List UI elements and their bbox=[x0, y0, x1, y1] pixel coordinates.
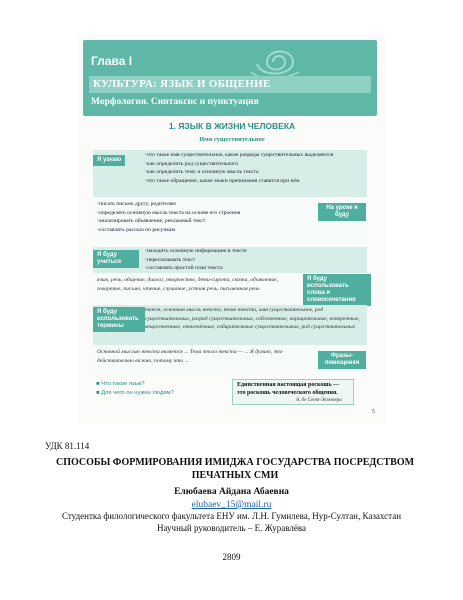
chapter-banner bbox=[83, 40, 377, 116]
supervisor-line: Научный руководитель – Е. Журавлёва bbox=[157, 522, 306, 533]
article-title: СПОСОБЫ ФОРМИРОВАНИЯ ИМИДЖА ГОСУДАРСТВА ПОСРЕДСТВОМ ПЕЧАТНЫХ СМИ bbox=[55, 457, 415, 481]
phrases-tag: Фразы-помощники bbox=[318, 351, 366, 369]
words-tag: Я буду использовать слова и словосочетания bbox=[303, 274, 371, 306]
chapter-label: Глава I bbox=[91, 54, 133, 68]
section-title: 1. ЯЗЫК В ЖИЗНИ ЧЕЛОВЕКА bbox=[168, 121, 296, 131]
quote-author: А. де Сент-Экзюпери bbox=[296, 398, 342, 403]
page-number: 2809 bbox=[222, 552, 241, 562]
list-item: • определять основную мысль текста на основе его строения bbox=[97, 209, 302, 218]
affiliation-line: Студентка филологического факультета ЕНУ им. Л.Н. Гумилева, Нур-Султан, Казахстан bbox=[61, 511, 402, 521]
author-name: Елюбаева Айдана Абаевна bbox=[174, 487, 289, 497]
learn-list bbox=[145, 151, 360, 185]
author-email-link[interactable]: elubaev_15@mail.ru bbox=[191, 500, 272, 510]
quote-box: Единственная настоящая роскошь — это роскошь человеческого общения. bbox=[232, 379, 354, 405]
affiliation bbox=[0, 511, 463, 534]
textbook-page-number: 5 bbox=[372, 409, 375, 415]
list-item: • находить основную информацию в тексте bbox=[145, 247, 360, 256]
question-item: ■ Что такое язык? bbox=[96, 381, 145, 387]
terms-text: текст, основная мысль текста, тема текста, имя существительное, род существительных, разряд существительных, собственные, нарицательные, конкретные, вещественные, отвлечённые, собирательные существительные, род существительных bbox=[145, 307, 360, 331]
learn-to-list bbox=[145, 247, 360, 273]
list-item: • пересказывать текст bbox=[145, 256, 360, 265]
lesson-tag: На уроке я буду bbox=[318, 203, 366, 221]
list-item: • составлять рассказ по рисункам bbox=[97, 226, 302, 235]
learn-to-tag: Я буду учиться bbox=[93, 250, 139, 268]
list-item: • что такое имя существительное, какие разряды существительных выделяются bbox=[145, 151, 360, 160]
words-text: язык, речь, общение, диалог, творчество, дети-сирота, сказка, объявление, говорение, письмо, чтение, слушание, устная речь, письменная речь bbox=[97, 277, 279, 292]
list-item: • как определить род существительного bbox=[145, 160, 360, 169]
list-item: • анализировать объявление, рекламный текст bbox=[97, 217, 302, 226]
learn-tag: Я узнаю bbox=[93, 155, 125, 166]
chapter-title: КУЛЬТУРА: ЯЗЫК И ОБЩЕНИЕ bbox=[89, 76, 371, 93]
list-item: • писать письмо другу, родителям bbox=[97, 200, 302, 209]
lesson-list bbox=[97, 200, 302, 234]
terms-tag: Я буду использовать термины bbox=[93, 307, 145, 332]
list-item: • как определить тему и основную мысль текста bbox=[145, 168, 360, 177]
section-subtitle: Имя существительное bbox=[199, 136, 265, 143]
list-item: • что такое обращение, какие знаки препинания ставятся при нём bbox=[145, 177, 360, 186]
questions bbox=[96, 380, 174, 398]
chapter-subtitle: Морфология. Синтаксис и пунктуация bbox=[91, 97, 259, 107]
phrases-text: Основной мыслью текста является ... Тема этого текста — ... Я думаю, это действительно важно, потому что ... bbox=[97, 349, 283, 364]
list-item: • составлять простой план текста bbox=[145, 264, 360, 273]
question-item: ■ Для чего он нужен людям? bbox=[96, 390, 174, 396]
udk-code: УДК 81.114 bbox=[45, 441, 90, 451]
